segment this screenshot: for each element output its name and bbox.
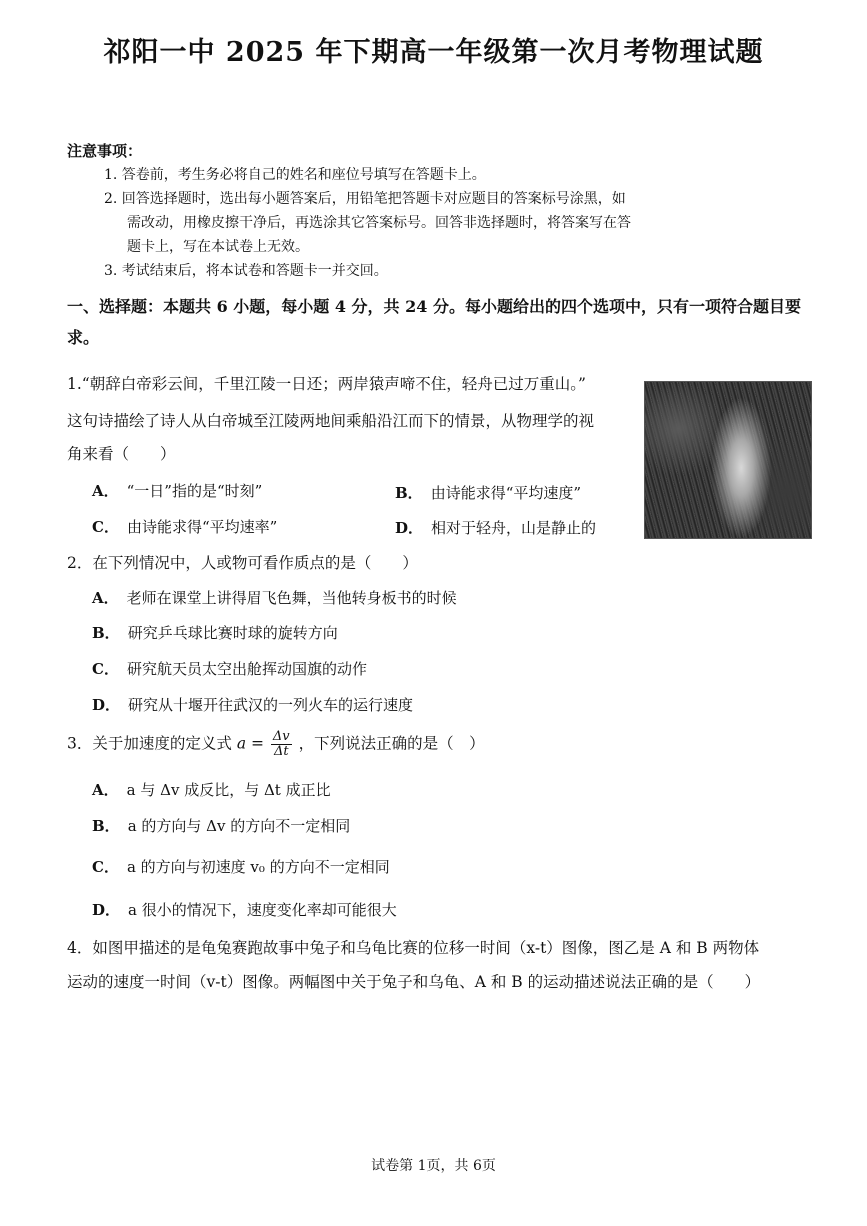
option-text: a 的方向与初速度 v₀ 的方向不一定相同 xyxy=(126,858,390,876)
note-item-2-cont: 需改动，用橡皮擦干净后，再选涂其它答案标号。回答非选择题时，将答案写在答 xyxy=(127,215,631,231)
option-label: C． xyxy=(92,518,119,536)
option-label: B． xyxy=(92,817,120,835)
q4-line-2: 运动的速度一时间（v-t）图像。两幅图中关于兔子和乌龟、A 和 B 的运动描述说法正确的是（ ） xyxy=(67,973,761,991)
option-label: C． xyxy=(92,660,119,678)
q3-stem xyxy=(67,730,485,759)
q1-option-a xyxy=(92,481,262,501)
option-text: a 与 Δv 成反比，与 Δt 成正比 xyxy=(126,781,331,799)
page-footer: 试卷第 1页，共 6页 xyxy=(371,1158,496,1174)
q4-line-1: 4．如图甲描述的是龟兔赛跑故事中兔子和乌龟比赛的位移一时间（x-t）图像，图乙是 A 和 B 两物体 xyxy=(67,939,760,957)
option-label: D． xyxy=(395,519,424,537)
gorge-photo xyxy=(644,381,812,539)
option-text: 相对于轻舟，山是静止的 xyxy=(431,519,597,537)
option-label: A． xyxy=(92,589,119,607)
q2-stem: 2．在下列情况中，人或物可看作质点的是（ ） xyxy=(67,554,418,572)
option-label: C． xyxy=(92,858,119,876)
q3-stem-post: ，下列说法正确的是（ ） xyxy=(298,734,485,753)
q1-line-2: 这句诗描绘了诗人从白帝城至江陵两地间乘船沿江而下的情景，从物理学的视 xyxy=(67,412,595,430)
option-label: B． xyxy=(395,484,423,502)
option-text: 研究从十堰开往武汉的一列火车的运行速度 xyxy=(128,696,414,714)
q1-line-3: 角来看（ ） xyxy=(67,445,176,463)
option-text: a 的方向与 Δv 的方向不一定相同 xyxy=(127,817,351,835)
option-text: 由诗能求得“平均速率” xyxy=(126,518,278,536)
q2-option-b xyxy=(92,623,338,643)
option-text: 研究乒乓球比赛时球的旋转方向 xyxy=(127,624,338,642)
q3-option-a xyxy=(92,780,331,800)
q1-line-1: 1.“朝辞白帝彩云间，千里江陵一日还；两岸猿声啼不住，轻舟已过万重山。” xyxy=(67,375,586,393)
option-label: A． xyxy=(92,482,119,500)
note-item-3: 3. 考试结束后，将本试卷和答题卡一并交回。 xyxy=(104,263,388,279)
q3-stem-pre: 3．关于加速度的定义式 xyxy=(67,734,232,753)
q2-option-c xyxy=(92,659,367,679)
q3-option-c xyxy=(92,857,390,877)
option-label: A． xyxy=(92,781,119,799)
fraction-denominator: Δt xyxy=(273,744,289,759)
option-label: D． xyxy=(92,901,121,919)
q3-option-d xyxy=(92,900,397,920)
q3-formula-lhs: a = xyxy=(236,734,264,753)
option-text: 研究航天员太空出舱挥动国旗的动作 xyxy=(126,660,367,678)
q1-option-c xyxy=(92,517,277,537)
q3-option-b xyxy=(92,816,350,836)
note-item-2-cont2: 题卡上，写在本试卷上无效。 xyxy=(127,239,309,255)
option-text: “一日”指的是“时刻” xyxy=(126,482,263,500)
option-text: a 很小的情况下，速度变化率却可能很大 xyxy=(128,901,397,919)
q2-option-d xyxy=(92,695,413,715)
note-item-1: 1. 答卷前，考生务必将自己的姓名和座位号填写在答题卡上。 xyxy=(104,167,486,183)
q1-option-d xyxy=(395,518,596,538)
q1-option-b xyxy=(395,483,581,503)
section-heading: 一、选择题：本题共 6 小题，每小题 4 分，共 24 分。每小题给出的四个选项中，只有一项符合题目要求。 xyxy=(67,297,801,347)
option-text: 由诗能求得“平均速度” xyxy=(430,484,582,502)
option-label: B． xyxy=(92,624,120,642)
q2-option-a xyxy=(92,588,457,608)
note-item-2: 2. 回答选择题时，选出每小题答案后，用铅笔把答题卡对应题目的答案标号涂黑，如 xyxy=(104,191,626,207)
option-label: D． xyxy=(92,696,121,714)
option-text: 老师在课堂上讲得眉飞色舞，当他转身板书的时候 xyxy=(126,589,457,607)
fraction-numerator: Δv xyxy=(272,729,290,744)
notes-heading: 注意事项： xyxy=(67,142,143,160)
page-title: 祁阳一中 2025 年下期高一年级第一次月考物理试题 xyxy=(103,37,764,68)
q3-formula-fraction xyxy=(271,730,292,759)
